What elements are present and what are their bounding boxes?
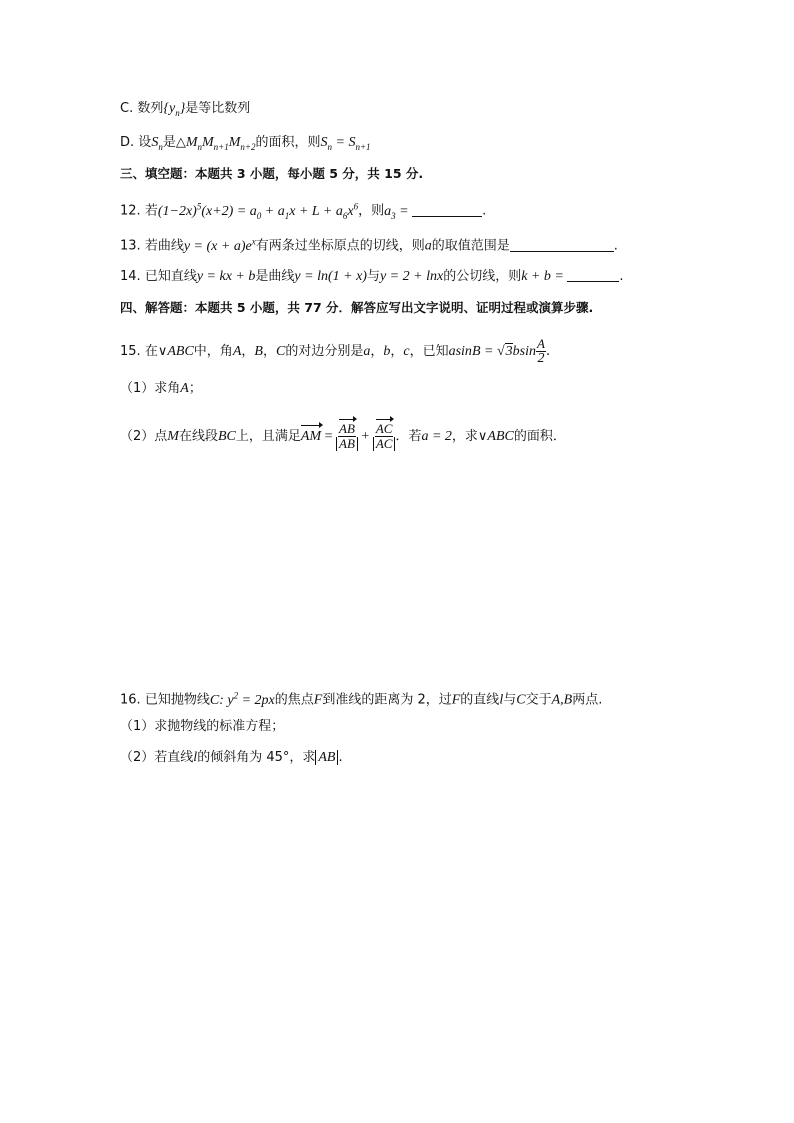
question-16-part-2: （2）若直线l的倾斜角为 45°，求 AB . xyxy=(120,750,343,765)
fraction-unit-ab: $\frac{AB}{AB}$ xyxy=(336,422,358,451)
question-14: 14. 已知直线y = kx + b是曲线y = ln(1 + x)与y = 2 + lnx的公切线，则k + b = . xyxy=(120,269,624,284)
question-16: 16. 已知抛物线C: $y^2 = 2px$的焦点F到准线的距离为 2，过F的直线l与C交于A,B两点. xyxy=(120,690,603,708)
question-16-part-1: （1）求抛物线的标准方程； xyxy=(120,719,285,734)
section-heading-fill-in: 三、填空题：本题共 3 小题，每小题 5 分，共 15 分. xyxy=(120,166,424,181)
math-expression: $\{y_n\}$ xyxy=(163,101,186,118)
question-12: 12. 若$(1-2x)^5(x+2) = a_0 + a_1x + L + a_6x^6$，则$a_3$ = . xyxy=(120,201,487,221)
option-d: D. 设$S_n$是$\triangle M_nM_{n+1}M_{n+2}$的面积，则$S_n = S_{n+1}$ xyxy=(120,135,371,152)
fraction-unit-ac: $\frac{AC}{AC}$ xyxy=(373,422,396,451)
question-15-part-1: （1）求角A； xyxy=(120,381,202,396)
question-15-part-2: （2）点M在线段BC上，且满足AM = $\frac{AB}{AB}$ + $\frac{AC}{AC}$ ．若a = 2，求∨ABC的面积． xyxy=(120,421,566,451)
fraction-a-over-2: $\frac{A}{2}$ xyxy=(536,336,545,366)
answer-blank xyxy=(510,237,614,252)
answer-blank xyxy=(567,267,619,282)
section-heading-solutions: 四、解答题：本题共 5 小题，共 77 分．解答应写出文字说明、证明过程或演算步骤. xyxy=(120,300,594,315)
question-15: 15. 在∨ABC中，角A，B，C的对边分别是a，b，c，已知asinB = √3bsin $\frac{A}{2}$ . xyxy=(120,336,551,366)
vector-am: AM xyxy=(300,429,322,444)
answer-blank xyxy=(412,202,482,217)
question-13: 13. 若曲线$y = (x + a)e^x$有两条过坐标原点的切线，则a的取值范围是 . xyxy=(120,236,618,254)
option-c: C. 数列$\{y_n\}$是等比数列 xyxy=(120,101,251,118)
